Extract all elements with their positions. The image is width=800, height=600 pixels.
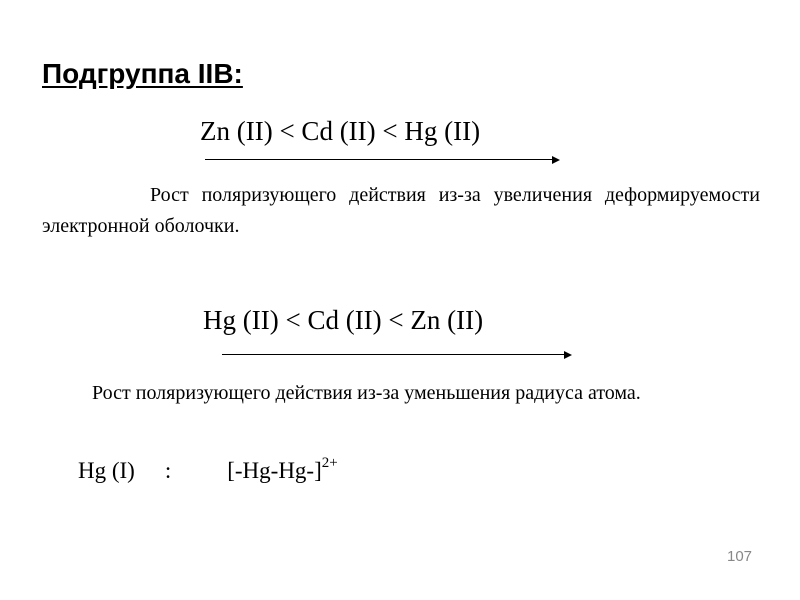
- explanation-paragraph: Рост поляризующего действия из-за увеличения деформируемости электронной оболочки.: [42, 184, 760, 237]
- arrow-shaft: [222, 354, 566, 355]
- slide-title: Подгруппа IIB:: [42, 58, 243, 89]
- mercury-formula: [78, 455, 338, 484]
- right-arrow-icon: [222, 350, 572, 360]
- arrow-head: [564, 351, 572, 359]
- arrow-head: [552, 156, 560, 164]
- formula-separator: :: [164, 458, 172, 483]
- arrow-shaft: [205, 159, 554, 160]
- formula-ion: Hg (I): [78, 458, 135, 483]
- formula-structure: [-Hg-Hg-]: [227, 458, 322, 483]
- polarizing-series-increasing: Zn (II) < Cd (II) < Hg (II): [200, 116, 481, 146]
- page-number: 107: [727, 548, 753, 565]
- right-arrow-icon: [205, 155, 560, 165]
- polarizing-series-decreasing: Hg (II) < Cd (II) < Zn (II): [203, 305, 484, 335]
- explanation-paragraph: Рост поляризующего действия из-за уменьшения радиуса атома.: [92, 382, 641, 404]
- formula-charge: 2+: [321, 455, 338, 471]
